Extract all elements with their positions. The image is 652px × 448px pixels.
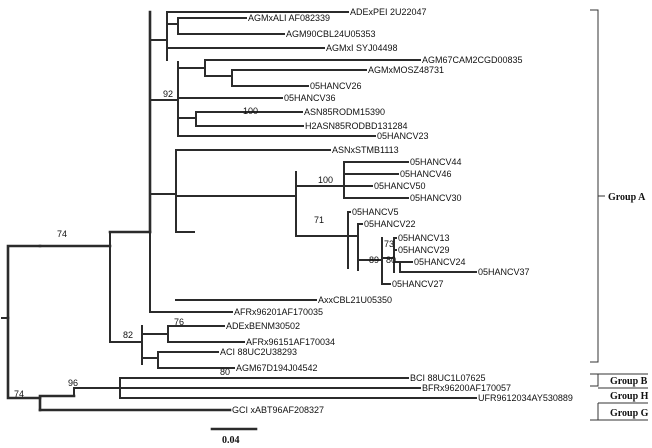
bootstrap-value: 80 — [386, 255, 397, 265]
tip-label: ADExBENM30502 — [226, 321, 301, 331]
tip-label: AGMxMOSZ48731 — [368, 65, 445, 75]
scale-bar-label: 0.04 — [222, 435, 240, 446]
group-brackets — [590, 10, 649, 420]
group-b-bracket — [590, 374, 598, 386]
bootstrap-value: 82 — [123, 330, 134, 340]
tip-labels — [220, 7, 573, 415]
tip-label: ASNxSTMB1113 — [332, 145, 399, 155]
bootstrap-value: 80 — [220, 367, 231, 377]
bootstrap-value: 100 — [318, 175, 334, 185]
tip-label: AGM67D194J04542 — [236, 363, 318, 373]
tip-label: AxxCBL21U05350 — [318, 295, 393, 305]
group-a-bracket — [590, 10, 598, 362]
tip-label: 05HANCV46 — [400, 169, 452, 179]
bootstrap-value: 74 — [57, 229, 68, 239]
tip-label: 05HANCV50 — [374, 181, 426, 191]
tip-label: AGM90CBL24U05353 — [286, 29, 376, 39]
root-branch-lower — [8, 318, 40, 398]
tip-label: ASN85RODM15390 — [304, 107, 386, 117]
group-h-label: Group H — [610, 391, 649, 402]
tip-label: 05HANCV13 — [398, 233, 450, 243]
group-g-label: Group G — [610, 408, 649, 419]
root-branch — [8, 246, 40, 318]
bootstrap-value: 76 — [174, 317, 185, 327]
tip-label: 05HANCV44 — [410, 157, 462, 167]
bootstrap-value: 73 — [384, 239, 395, 249]
scale-bar — [212, 429, 256, 446]
bootstrap-value: 96 — [68, 378, 79, 388]
tip-label: 05HANCV29 — [398, 245, 450, 255]
bootstrap-value: 74 — [14, 389, 25, 399]
bootstrap-value: 100 — [243, 106, 259, 116]
tip-label: BFRx96200AF170057 — [422, 383, 512, 393]
tip-label: 05HANCV22 — [364, 219, 416, 229]
tip-label: 05HANCV23 — [377, 131, 429, 141]
bootstrap-value: 71 — [314, 215, 325, 225]
tip-label: ADExPEI 2U22047 — [350, 7, 427, 17]
tip-label: AGMxI SYJ04498 — [326, 43, 398, 53]
tip-label: AFRx96201AF170035 — [234, 307, 324, 317]
group-a-label: Group A — [608, 192, 646, 203]
tip-label: ACI 88UC2U38293 — [220, 347, 298, 357]
tip-label: AFRx96151AF170034 — [246, 337, 336, 347]
tip-label: 05HANCV37 — [478, 267, 530, 277]
tip-label: 05HANCV5 — [352, 207, 399, 217]
tip-label: BCI 88UC1L07625 — [410, 373, 486, 383]
tip-label: UFR9612034AY530889 — [478, 393, 573, 403]
tip-label: AGMxALI AF082339 — [248, 13, 331, 23]
branch — [150, 232, 160, 312]
tip-label: 05HANCV36 — [284, 93, 336, 103]
tip-label: GCI xABT96AF208327 — [232, 405, 325, 415]
group-g-bracket — [590, 403, 598, 420]
tip-label: H2ASN85RODBD131284 — [305, 121, 408, 131]
group-b-label: Group B — [610, 376, 648, 387]
tip-label: 05HANCV27 — [392, 279, 444, 289]
tip-label: 05HANCV26 — [310, 81, 362, 91]
bootstrap-value: 89 — [369, 255, 380, 265]
tip-label: AGM67CAM2CGD00835 — [422, 55, 523, 65]
tip-label: 05HANCV24 — [414, 257, 466, 267]
tip-label: 05HANCV30 — [410, 193, 462, 203]
bootstrap-value: 92 — [163, 89, 174, 99]
